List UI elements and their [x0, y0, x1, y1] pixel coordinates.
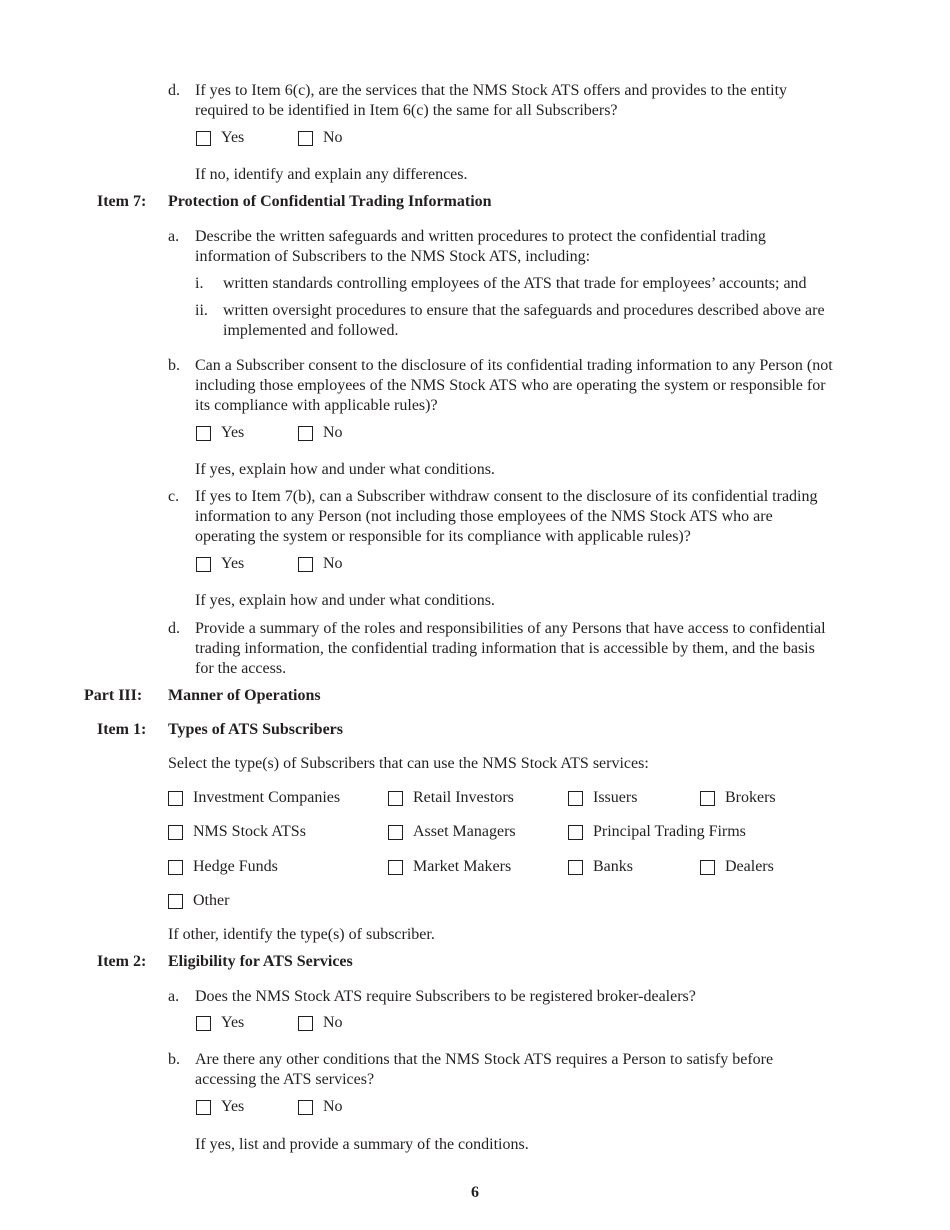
item7-c-no-checkbox[interactable] [298, 557, 313, 572]
item2-b-line1: Are there any other conditions that the NMS Stock ATS requires a Person to satisfy before [195, 1051, 774, 1068]
principal-trading-firms-checkbox[interactable] [568, 825, 583, 840]
item2-b-no-label: No [323, 1098, 343, 1115]
item7-b-line2: including those employees of the NMS Stock ATS who are operating the system or responsible for [195, 377, 826, 394]
hedge-funds-label: Hedge Funds [193, 858, 278, 875]
item7-title: Protection of Confidential Trading Information [168, 193, 492, 210]
item6-d-line1: If yes to Item 6(c), are the services that the NMS Stock ATS offers and provides to the entity [195, 82, 788, 99]
item7-b-marker: b. [168, 357, 180, 374]
item1-followup: If other, identify the type(s) of subscriber. [168, 926, 435, 943]
item7-label: Item 7: [97, 193, 147, 210]
item7-c-line3: operating the system or responsible for its compliance with applicable rules)? [195, 528, 691, 545]
item2-a-yes-checkbox[interactable] [196, 1016, 211, 1031]
item2-a-line1: Does the NMS Stock ATS require Subscribers to be registered broker-dealers? [195, 988, 696, 1005]
item1-title: Types of ATS Subscribers [168, 721, 343, 738]
brokers-checkbox[interactable] [700, 791, 715, 806]
other-label: Other [193, 892, 230, 909]
dealers-label: Dealers [725, 858, 774, 875]
dealers-checkbox[interactable] [700, 860, 715, 875]
retail-investors-checkbox[interactable] [388, 791, 403, 806]
item6-d-line2: required to be identified in Item 6(c) the same for all Subscribers? [195, 102, 618, 119]
item7-b-no-label: No [323, 424, 343, 441]
item2-b-no-checkbox[interactable] [298, 1100, 313, 1115]
part3-title: Manner of Operations [168, 687, 321, 704]
item7-a-ii-line2: implemented and followed. [223, 322, 399, 339]
item6-d-marker: d. [168, 82, 180, 99]
item7-d-line3: for the access. [195, 660, 287, 677]
item7-a-ii-marker: ii. [195, 302, 208, 319]
other-checkbox[interactable] [168, 894, 183, 909]
market-makers-label: Market Makers [413, 858, 512, 875]
issuers-checkbox[interactable] [568, 791, 583, 806]
issuers-label: Issuers [593, 789, 638, 806]
item7-a-i-marker: i. [195, 275, 204, 292]
item7-d-marker: d. [168, 620, 180, 637]
banks-label: Banks [593, 858, 633, 875]
item2-label: Item 2: [97, 953, 147, 970]
item2-title: Eligibility for ATS Services [168, 953, 353, 970]
brokers-label: Brokers [725, 789, 776, 806]
item7-c-followup: If yes, explain how and under what conditions. [195, 592, 495, 609]
principal-trading-firms-label: Principal Trading Firms [593, 823, 746, 840]
asset-managers-checkbox[interactable] [388, 825, 403, 840]
item7-a-ii-line1: written oversight procedures to ensure that the safeguards and procedures described above are [223, 302, 825, 319]
item7-a-line2: information of Subscribers to the NMS Stock ATS, including: [195, 248, 591, 265]
item7-b-no-checkbox[interactable] [298, 426, 313, 441]
item7-c-yes-checkbox[interactable] [196, 557, 211, 572]
item7-c-no-label: No [323, 555, 343, 572]
item2-b-yes-label: Yes [221, 1098, 245, 1115]
nms-stock-atss-label: NMS Stock ATSs [193, 823, 306, 840]
item7-b-line1: Can a Subscriber consent to the disclosure of its confidential trading information to any Person (not [195, 357, 833, 374]
item2-a-no-checkbox[interactable] [298, 1016, 313, 1031]
item7-c-yes-label: Yes [221, 555, 245, 572]
item2-b-followup: If yes, list and provide a summary of the conditions. [195, 1136, 529, 1153]
item2-a-yes-label: Yes [221, 1014, 245, 1031]
item2-b-line2: accessing the ATS services? [195, 1071, 375, 1088]
item7-c-marker: c. [168, 488, 180, 505]
item1-prompt: Select the type(s) of Subscribers that can use the NMS Stock ATS services: [168, 755, 649, 772]
item7-a-i-text: written standards controlling employees of the ATS that trade for employees’ accounts; and [223, 275, 807, 292]
item7-b-yes-checkbox[interactable] [196, 426, 211, 441]
item6-d-yes-label: Yes [221, 129, 245, 146]
part3-label: Part III: [84, 687, 143, 704]
investment-companies-label: Investment Companies [193, 789, 341, 806]
item7-c-line2: information to any Person (not including those employees of the NMS Stock ATS who are [195, 508, 773, 525]
item7-d-line2: trading information, the confidential trading information that is accessible by them, and the basis [195, 640, 815, 657]
item2-a-no-label: No [323, 1014, 343, 1031]
item7-a-marker: a. [168, 228, 180, 245]
item7-b-yes-label: Yes [221, 424, 245, 441]
item2-a-marker: a. [168, 988, 180, 1005]
item7-a-line1: Describe the written safeguards and written procedures to protect the confidential trading [195, 228, 766, 245]
item6-d-no-label: No [323, 129, 343, 146]
item7-d-line1: Provide a summary of the roles and responsibilities of any Persons that have access to confidential [195, 620, 826, 637]
banks-checkbox[interactable] [568, 860, 583, 875]
item1-label: Item 1: [97, 721, 147, 738]
investment-companies-checkbox[interactable] [168, 791, 183, 806]
item2-b-yes-checkbox[interactable] [196, 1100, 211, 1115]
item6-d-no-checkbox[interactable] [298, 131, 313, 146]
item7-b-followup: If yes, explain how and under what conditions. [195, 461, 495, 478]
asset-managers-label: Asset Managers [413, 823, 516, 840]
hedge-funds-checkbox[interactable] [168, 860, 183, 875]
page-number: 6 [471, 1184, 479, 1201]
item6-d-yes-checkbox[interactable] [196, 131, 211, 146]
retail-investors-label: Retail Investors [413, 789, 514, 806]
item7-b-line3: its compliance with applicable rules)? [195, 397, 438, 414]
nms-stock-atss-checkbox[interactable] [168, 825, 183, 840]
market-makers-checkbox[interactable] [388, 860, 403, 875]
item7-c-line1: If yes to Item 7(b), can a Subscriber withdraw consent to the disclosure of its confidential trading [195, 488, 818, 505]
item6-d-followup: If no, identify and explain any differences. [195, 166, 468, 183]
item2-b-marker: b. [168, 1051, 180, 1068]
